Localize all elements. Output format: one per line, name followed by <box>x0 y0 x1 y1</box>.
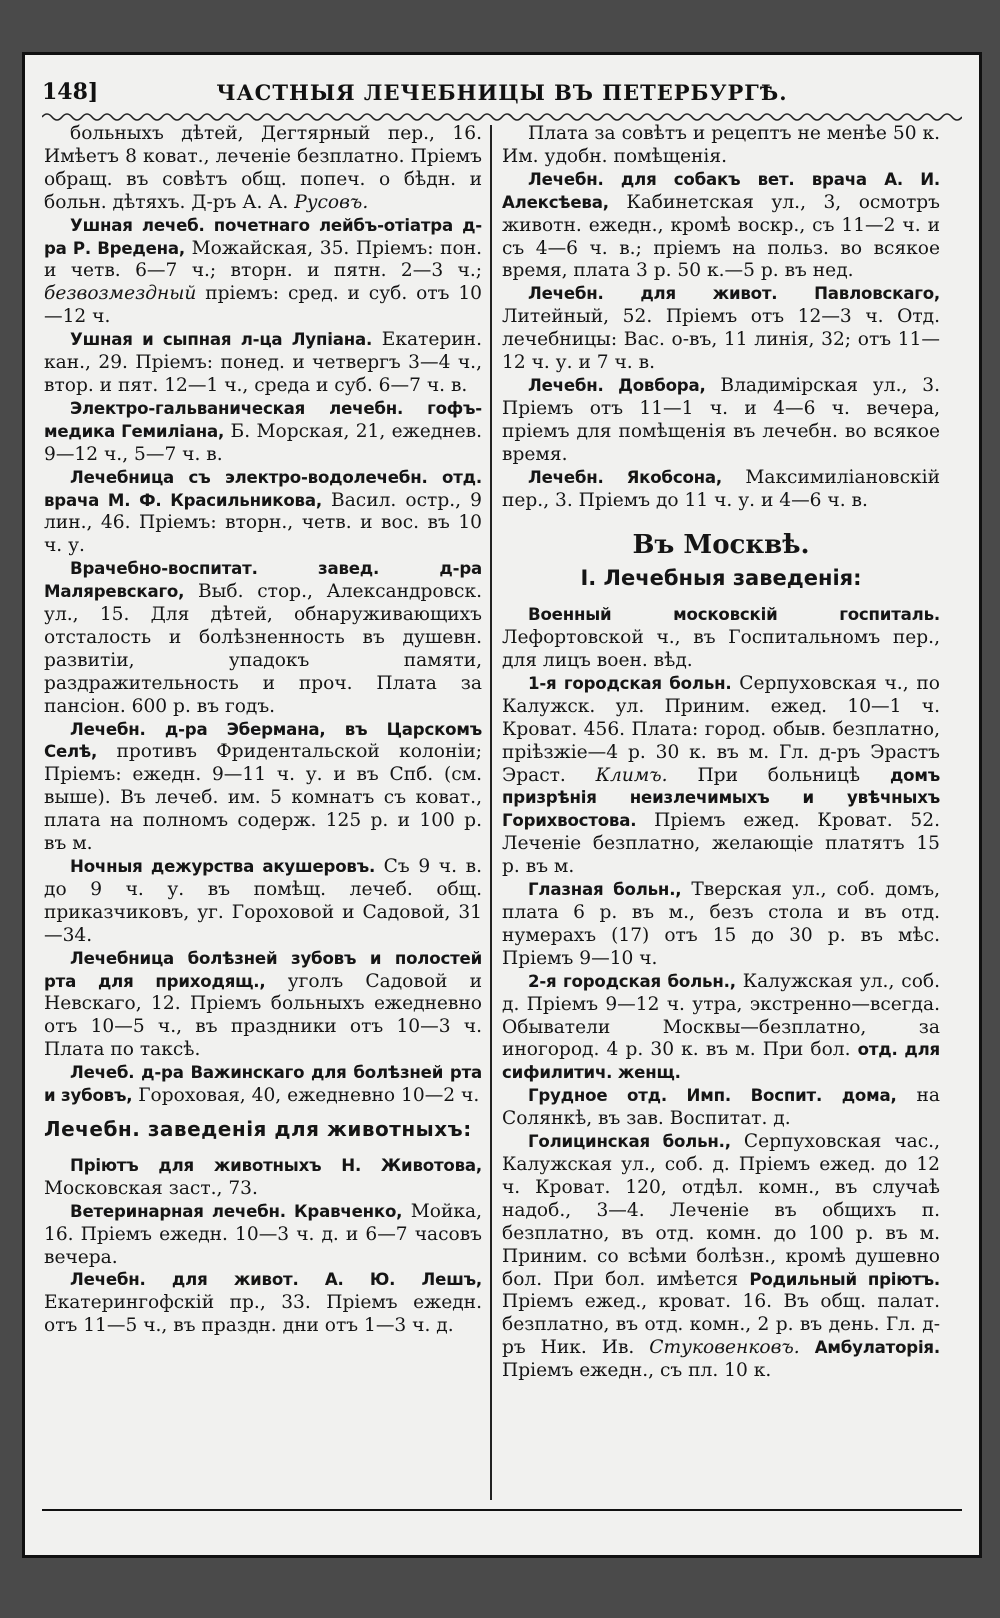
listing-entry <box>502 971 940 1086</box>
entry-text-run: Съ 9 ч. в. до 9 ч. у. въ помѣщ. лечеб. общ. приказчиковъ, уг. Гороховой и Садовой, 31—34. <box>44 856 482 946</box>
entry-bold-run: Лечебница болѣзней зубовъ и полостей рта для приходящ., <box>44 948 482 991</box>
entry-text-run: Можайская, 35. Пріемъ: пон. и четв. 6—7 ч.; вторн. и пятн. 2—3 ч.; <box>44 237 482 282</box>
entry-bold-run: Амбулаторія. <box>814 1338 940 1358</box>
entry-text-run: Екатерин. кан., 29. Пріемъ: понед. и четвергъ 3—4 ч., втор. и пят. 12—1 ч., среда и суб. 6—7 ч. в. <box>44 329 482 396</box>
listing-entry <box>502 467 940 513</box>
entry-text-run: Екатерингофскій пр., 33. Пріемъ ежедн. отъ 11—5 ч., въ праздн. дни отъ 1—3 ч. д. <box>44 1292 482 1337</box>
entry-bold-run: Родильный пріютъ. <box>749 1269 940 1289</box>
animals-section-heading: Лечебн. заведенія для животныхъ: <box>44 1116 472 1141</box>
page-number: 148] <box>42 79 99 105</box>
wavy-rule-divider <box>42 111 962 123</box>
city-heading-moscow: Въ Москвѣ. <box>632 530 810 561</box>
page-border-left <box>22 55 25 1555</box>
listing-entry <box>44 1201 482 1270</box>
left-column <box>44 123 482 1503</box>
listing-entry <box>44 856 482 948</box>
entry-bold-run: Электро-гальваническая лечебн. гофъ-медика Гемиліана, <box>44 398 482 441</box>
right-entries-list <box>502 123 940 512</box>
entry-bold-run: Ушная лечеб. почетнаго лейбъ-отіатра д-ра Р. Вредена, <box>44 215 482 258</box>
entry-text-run: Кабинетская ул., 3, осмотръ животн. ежедн., кромѣ воскр., съ 11—2 ч. и съ 4—6 ч. в.; пріемъ на польз. во всякое время, плата 3 р. 50 к.—5 р. въ нед. <box>502 191 940 282</box>
column-divider <box>490 125 492 1500</box>
listing-entry <box>502 1085 940 1131</box>
entry-text-run: Васил. остр., 9 лин., 46. Пріемъ: вторн., четв. и вос. въ 10 ч. у. <box>44 489 482 557</box>
entry-bold-run: домъ призрѣнія неизлечимыхъ и увѣчныхъ Горихвостова. <box>502 765 940 831</box>
entry-italic-run: Климъ. <box>595 764 668 786</box>
entry-text-run: Серпуховская ч., по Калужск. ул. Приним. ежед. 10—1 ч. Кроват. 456. Плата: город. обыв. безплатно, пріѣзжіе—4 р. 30 к. въ м. Гл. д-ръ Эрастъ Эраст. <box>502 672 940 786</box>
entry-text-run: Гороховая, 40, ежедневно 10—2 ч. <box>132 1085 480 1107</box>
entry-bold-run: Пріютъ для животныхъ Н. Животова, <box>70 1155 482 1175</box>
entry-bold-run: Лечебн. для живот. Павловскаго, <box>528 284 940 304</box>
left-entries-list <box>44 123 482 1108</box>
entry-bold-run: 2-я городская больн., <box>528 971 736 991</box>
listing-entry <box>44 398 482 467</box>
entry-text-run: Московская заст., 73. <box>44 1177 258 1199</box>
listing-entry <box>502 123 940 169</box>
listing-entry <box>44 1155 482 1201</box>
entry-bold-run: Лечебн. для живот. А. Ю. Лешъ, <box>70 1270 482 1290</box>
entry-text-run: Выб. стор., Александровск. ул., 15. Для дѣтей, обнаруживающихъ отсталость и болѣзненность въ душевн. развитіи, упадокъ памяти, раздражительность и проч. Плата за пансіон. 600 р. въ годъ. <box>44 581 482 717</box>
entry-bold-run: Врачебно-воспитат. завед. д-ра Маляревскаго, <box>44 559 482 602</box>
entry-text-run: Владимірская ул., 3. Пріемъ отъ 11—1 ч. и 4—6 ч. вечера, пріемъ для помѣщенія въ лечебн. во всякое время. <box>502 374 940 465</box>
entry-text-run: уголъ Садовой и Невскаго, 12. Пріемъ больныхъ ежедневно отъ 10—5 ч., въ праздники отъ 10—3 ч. Плата по таксѣ. <box>44 970 482 1061</box>
entry-bold-run: Лечебн. Довбора, <box>528 375 706 395</box>
entry-text-run: Пріемъ ежед. Кроват. 52. Леченіе безплатно, желающіе платятъ 15 р. въ м. <box>502 810 940 878</box>
page-header <box>42 75 962 109</box>
book-page <box>22 52 982 1558</box>
running-title: ЧАСТНЫЯ ЛЕЧЕБНИЦЫ ВЪ ПЕТЕРБУРГѢ. <box>216 79 788 105</box>
entry-text-run: Мойка, 16. Пріемъ ежедн. 10—3 ч. д. и 6—7 часовъ вечера. <box>44 1200 482 1268</box>
entry-bold-run: Лечебница съ электро-водолечебн. отд. врача М. Ф. Красильникова, <box>44 467 482 510</box>
entry-text-run: на Солянкѣ, въ зав. Воспитат. д. <box>502 1085 940 1130</box>
entry-text-run: Калужская ул., соб. д. Пріемъ 9—12 ч. утра, экстренно—всегда. Обыватели Москвы—безплатно, за иногород. 4 р. 30 к. въ м. При бол. <box>502 970 940 1061</box>
entry-bold-run: Ночныя дежурства акушеровъ. <box>70 857 376 876</box>
entry-text-run: противъ Фридентальской колоніи; Пріемъ: ежедн. 9—11 ч. у. и въ Спб. (см. выше). Въ лечеб. им. 5 комнатъ съ коват., плата на полномъ содерж. 125 р. и 100 р. въ м. <box>44 741 482 855</box>
animal-entries-list <box>44 1155 482 1338</box>
entry-italic-run: безвозмездный <box>44 283 197 305</box>
entry-bold-run: Ушная и сыпная л-ца Лупіана. <box>70 330 373 350</box>
entry-text-run: Серпуховская час., Калужская ул., соб. д. Пріемъ ежед. до 12 ч. Кроват. 120, отдѣл. комн., въ случаѣ надоб., 3—4. Леченіе въ общихъ п. безплатно, въ отд. комн. до 100 р. въ м. Приним. со всѣми болѣзн., кромѣ душевно бол. При бол. имѣется <box>502 1131 940 1290</box>
listing-entry <box>502 169 940 284</box>
listing-entry <box>502 673 940 879</box>
listing-entry <box>502 879 940 971</box>
entry-bold-run: Грудное отд. Имп. Воспит. дома, <box>528 1086 897 1106</box>
entry-italic-run: Русовъ. <box>294 191 369 213</box>
entry-bold-run: Голицинская больн., <box>528 1132 731 1152</box>
entry-bold-run: Лечебн. Якобсона, <box>528 467 723 487</box>
entry-text-run: Пріемъ ежедн., съ пл. 10 к. <box>502 1360 772 1382</box>
entry-bold-run: отд. для сифилитич. женщ. <box>502 1040 940 1083</box>
listing-entry <box>502 375 940 467</box>
listing-entry <box>44 1269 482 1338</box>
entry-bold-run: Лечеб. д-ра Важинскаго для болѣзней рта и зубовъ, <box>44 1063 482 1106</box>
listing-entry <box>44 558 482 718</box>
bottom-rule <box>42 1509 962 1511</box>
entry-text-run <box>800 1337 815 1358</box>
right-column <box>502 123 940 1503</box>
entry-text-run: пріемъ: сред. и суб. отъ 10—12 ч. <box>44 283 482 328</box>
listing-entry <box>502 604 940 673</box>
entry-bold-run: Ветеринарная лечебн. Кравченко, <box>70 1201 403 1221</box>
entry-bold-run: Глазная больн., <box>528 880 682 900</box>
entry-text-run: При больницѣ <box>667 764 890 786</box>
entry-text-run: Лефортовской ч., въ Госпитальномъ пер., для лицъ воен. вѣд. <box>502 627 940 672</box>
sub-heading-institutions: I. Лечебныя заведенія: <box>580 566 862 591</box>
listing-entry <box>44 329 482 398</box>
entry-text-run: Плата за совѣтъ и рецептъ не менѣе 50 к. Им. удобн. помѣщенія. <box>502 123 940 167</box>
listing-entry <box>502 1131 940 1383</box>
entry-text-run: Литейный, 52. Пріемъ отъ 12—3 ч. Отд. лечебницы: Вас. о-въ, 11 линія, 32; отъ 11—12 ч. у. и 7 ч. в. <box>502 306 940 374</box>
entry-text-run: Тверская ул., соб. домъ, плата 6 р. въ м., безъ стола и въ отд. нумерахъ (17) отъ 15 до 30 р. въ мѣс. Пріемъ 9—10 ч. <box>502 879 940 969</box>
listing-entry <box>44 123 482 215</box>
listing-entry <box>44 467 482 559</box>
entry-text-run: Пріемъ ежед., кроват. 16. Въ общ. палат. безплатно, въ отд. комн., 2 р. въ день. Гл. д-ръ Ник. Ив. <box>502 1291 940 1359</box>
entry-text-run: больныхъ дѣтей, Дегтярный пер., 16. Имѣетъ 8 коват., леченіе безплатно. Пріемъ обращ. въ совѣтъ общ. попеч. о бѣдн. и больн. дѣтяхъ. Д-ръ А. А. <box>44 123 482 213</box>
listing-entry <box>44 215 482 330</box>
entry-text-run: Б. Морская, 21, ежеднев. 9—12 ч., 5—7 ч. в. <box>44 420 482 465</box>
listing-entry <box>44 1062 482 1108</box>
page-border-right <box>979 55 982 1555</box>
entry-bold-run: Лечебн. д-ра Эбермана, въ Царскомъ Селѣ, <box>44 719 482 762</box>
listing-entry <box>44 948 482 1063</box>
entry-text-run: Максимиліановскій пер., 3. Пріемъ до 11 ч. у. и 4—6 ч. в. <box>502 466 940 511</box>
listing-entry <box>44 719 482 856</box>
moscow-entries-list <box>502 604 940 1383</box>
entry-italic-run: Стуковенковъ. <box>649 1337 800 1359</box>
entry-bold-run: Военный московскій госпиталь. <box>528 605 940 625</box>
entry-bold-run: Лечебн. для собакъ вет. врача А. И. Алексѣева, <box>502 169 940 212</box>
entry-bold-run: 1-я городская больн. <box>528 673 732 693</box>
listing-entry <box>502 283 940 375</box>
